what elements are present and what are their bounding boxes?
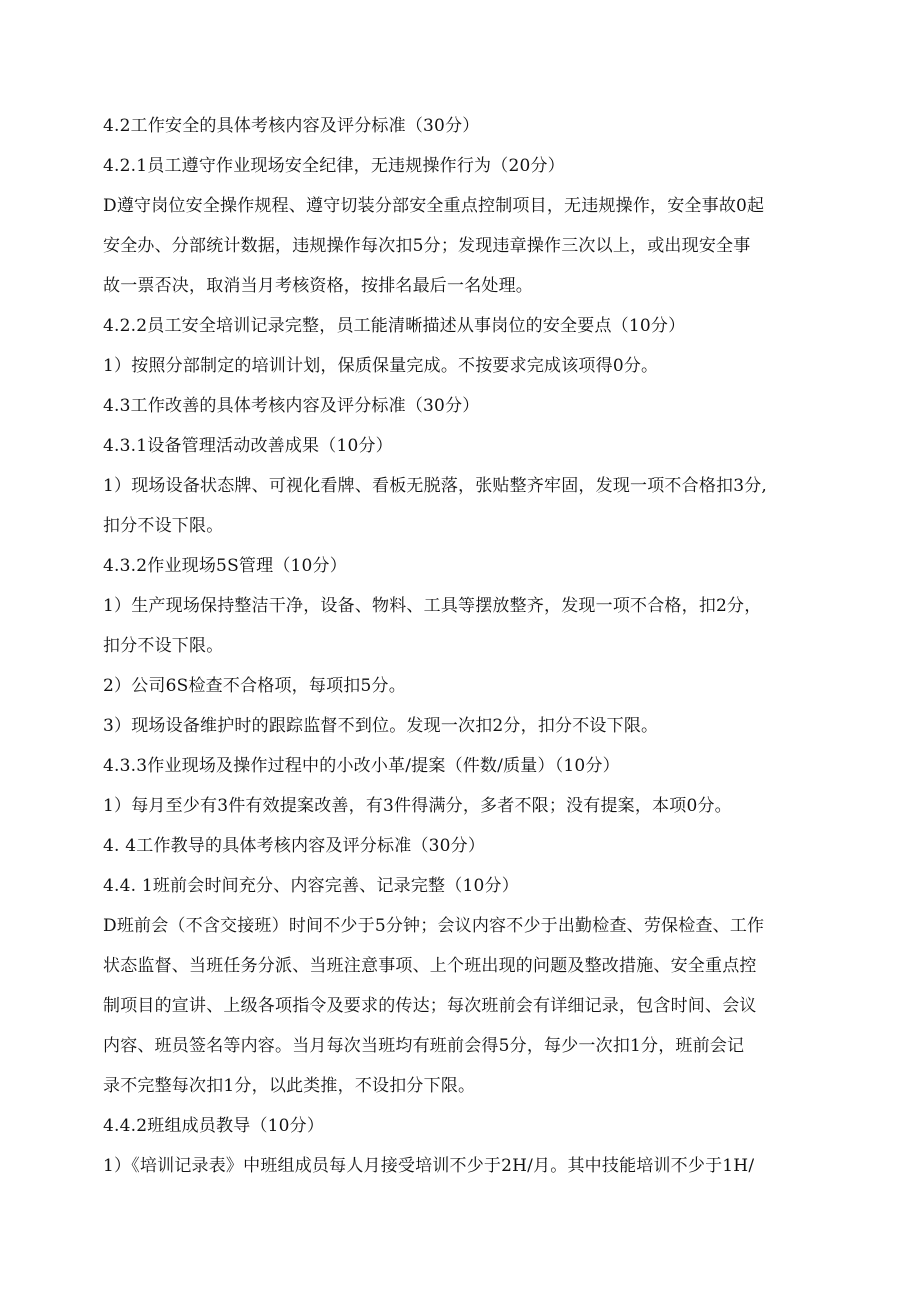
subsection-heading: 4.3.2作业现场5S管理（10分） [103,556,347,576]
paragraph-line: 制项目的宣讲、上级各项指令及要求的传达；每次班前会有详细记录，包含时间、会议 [103,996,757,1016]
paragraph-line: 内容、班员签名等内容。当月每次当班均有班前会得5分，每少一次扣1分，班前会记 [103,1036,745,1056]
paragraph-line: 扣分不设下限。 [103,636,224,656]
subsection-heading: 4.2.1员工遵守作业现场安全纪律，无违规操作行为（20分） [103,156,565,176]
paragraph-line: 故一票否决，取消当月考核资格，按排名最后一名处理。 [103,276,533,296]
paragraph-line: 2）公司6S检查不合格项，每项扣5分。 [103,676,406,696]
subsection-heading: 4.3.1设备管理活动改善成果（10分） [103,436,393,456]
subsection-heading: 4.4. 1班前会时间充分、内容完善、记录完整（10分） [103,876,519,896]
paragraph-line: 1）每月至少有3件有效提案改善，有3件得满分，多者不限；没有提案，本项0分。 [103,796,732,816]
paragraph-line: 扣分不设下限。 [103,516,224,536]
section-heading: 4.2工作安全的具体考核内容及评分标准（30分） [103,116,480,136]
paragraph-line: 1）《培训记录表》中班组成员每人月接受培训不少于2H/月。其中技能培训不少于1H/ [103,1156,755,1176]
subsection-heading: 4.2.2员工安全培训记录完整，员工能清晰描述从事岗位的安全要点（10分） [103,316,686,336]
subsection-heading: 4.3.3作业现场及操作过程中的小改小革/提案（件数/质量）（10分） [103,756,620,776]
section-heading: 4.3工作改善的具体考核内容及评分标准（30分） [103,396,480,416]
paragraph-line: 1）现场设备状态牌、可视化看牌、看板无脱落，张贴整齐牢固，发现一项不合格扣3分, [103,476,768,496]
section-heading: 4. 4工作教导的具体考核内容及评分标准（30分） [103,836,486,856]
paragraph-line: 1）按照分部制定的培训计划，保质保量完成。不按要求完成该项得0分。 [103,356,659,376]
paragraph-line: D遵守岗位安全操作规程、遵守切装分部安全重点控制项目，无违规操作，安全事故0起 [103,196,765,216]
paragraph-line: 录不完整每次扣1分，以此类推，不设扣分下限。 [103,1076,476,1096]
paragraph-line: 3）现场设备维护时的跟踪监督不到位。发现一次扣2分，扣分不设下限。 [103,716,659,736]
paragraph-line: 状态监督、当班任务分派、当班注意事项、上个班出现的问题及整改措施、安全重点控 [103,956,757,976]
paragraph-line: 安全办、分部统计数据，违规操作每次扣5分；发现违章操作三次以上，或出现安全事 [103,236,751,256]
paragraph-line: D班前会（不含交接班）时间不少于5分钟；会议内容不少于出勤检查、劳保检查、工作 [103,916,765,936]
paragraph-line: 1）生产现场保持整洁干净，设备、物料、工具等摆放整齐，发现一项不合格，扣2分， [103,596,762,616]
subsection-heading: 4.4.2班组成员教导（10分） [103,1116,325,1136]
